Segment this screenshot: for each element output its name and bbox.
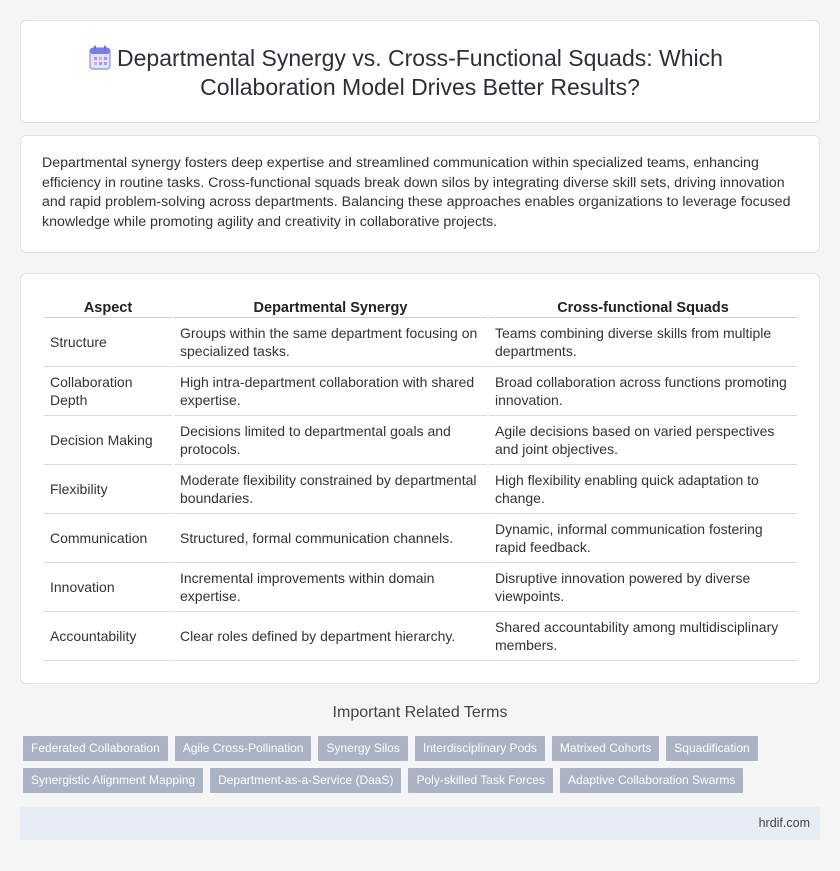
tag-row bbox=[23, 768, 783, 793]
table-row bbox=[44, 416, 797, 465]
related-term-tag[interactable]: Department-as-a-Service (DaaS) bbox=[210, 768, 401, 793]
cross-functional-cell: Broad collaboration across functions promoting innovation. bbox=[489, 367, 797, 416]
cross-functional-cell: Disruptive innovation powered by diverse viewpoints. bbox=[489, 563, 797, 612]
related-term-tag[interactable]: Interdisciplinary Pods bbox=[415, 736, 545, 761]
cross-functional-cell: Teams combining diverse skills from multiple departments. bbox=[489, 318, 797, 367]
related-terms-heading: Important Related Terms bbox=[332, 704, 508, 721]
departmental-cell: High intra-department collaboration with shared expertise. bbox=[174, 367, 487, 416]
table-row bbox=[44, 465, 797, 514]
header-cross-functional-squads: Cross-functional Squads bbox=[489, 296, 797, 318]
related-term-tag[interactable]: Federated Collaboration bbox=[23, 736, 168, 761]
aspect-cell: Collaboration Depth bbox=[44, 367, 172, 416]
aspect-cell: Innovation bbox=[44, 563, 172, 612]
aspect-cell: Decision Making bbox=[44, 416, 172, 465]
related-term-tag[interactable]: Synergistic Alignment Mapping bbox=[23, 768, 203, 793]
aspect-cell: Structure bbox=[44, 318, 172, 367]
departmental-cell: Clear roles defined by department hierarchy. bbox=[174, 612, 487, 661]
header-aspect: Aspect bbox=[44, 296, 172, 318]
header-departmental-synergy: Departmental Synergy bbox=[174, 296, 487, 318]
table-row bbox=[44, 563, 797, 612]
header-card bbox=[20, 20, 820, 123]
related-terms-list bbox=[23, 736, 783, 800]
related-term-tag[interactable]: Synergy Silos bbox=[318, 736, 407, 761]
related-term-tag[interactable]: Matrixed Cohorts bbox=[552, 736, 659, 761]
aspect-cell: Flexibility bbox=[44, 465, 172, 514]
comparison-table bbox=[42, 296, 799, 661]
aspect-cell: Accountability bbox=[44, 612, 172, 661]
departmental-cell: Decisions limited to departmental goals and protocols. bbox=[174, 416, 487, 465]
departmental-cell: Incremental improvements within domain expertise. bbox=[174, 563, 487, 612]
aspect-cell: Communication bbox=[44, 514, 172, 563]
departmental-cell: Moderate flexibility constrained by departmental boundaries. bbox=[174, 465, 487, 514]
footer bbox=[20, 807, 820, 840]
departmental-cell: Groups within the same department focusing on specialized tasks. bbox=[174, 318, 487, 367]
table-row bbox=[44, 318, 797, 367]
departmental-cell: Structured, formal communication channels. bbox=[174, 514, 487, 563]
comparison-card bbox=[20, 273, 820, 684]
table-row bbox=[44, 612, 797, 661]
intro-paragraph: Departmental synergy fosters deep expertise and streamlined communication within specialized teams, enhancing efficiency in routine tasks. Cross-functional squads break down silos by integrating diverse skill sets, driving innovation and rapid problem-solving across departments. Balancing these approaches enables organizations to leverage focused knowledge while promoting agility and creativity in collaborative projects. bbox=[42, 155, 791, 230]
table-row bbox=[44, 514, 797, 563]
cross-functional-cell: Shared accountability among multidisciplinary members. bbox=[489, 612, 797, 661]
cross-functional-cell: Dynamic, informal communication fostering rapid feedback. bbox=[489, 514, 797, 563]
cross-functional-cell: Agile decisions based on varied perspectives and joint objectives. bbox=[489, 416, 797, 465]
cross-functional-cell: High flexibility enabling quick adaptation to change. bbox=[489, 465, 797, 514]
related-term-tag[interactable]: Agile Cross-Pollination bbox=[175, 736, 312, 761]
table-header-row bbox=[44, 296, 797, 318]
related-term-tag[interactable]: Squadification bbox=[666, 736, 757, 761]
tag-row bbox=[23, 736, 783, 761]
table-row bbox=[44, 367, 797, 416]
intro-card bbox=[20, 135, 820, 253]
footer-site-link[interactable]: hrdif.com bbox=[758, 816, 810, 830]
related-term-tag[interactable]: Adaptive Collaboration Swarms bbox=[560, 768, 743, 793]
page-title: Departmental Synergy vs. Cross-Functional Squads: Which Collaboration Model Drives Better Results? bbox=[117, 45, 723, 100]
related-term-tag[interactable]: Poly-skilled Task Forces bbox=[408, 768, 552, 793]
